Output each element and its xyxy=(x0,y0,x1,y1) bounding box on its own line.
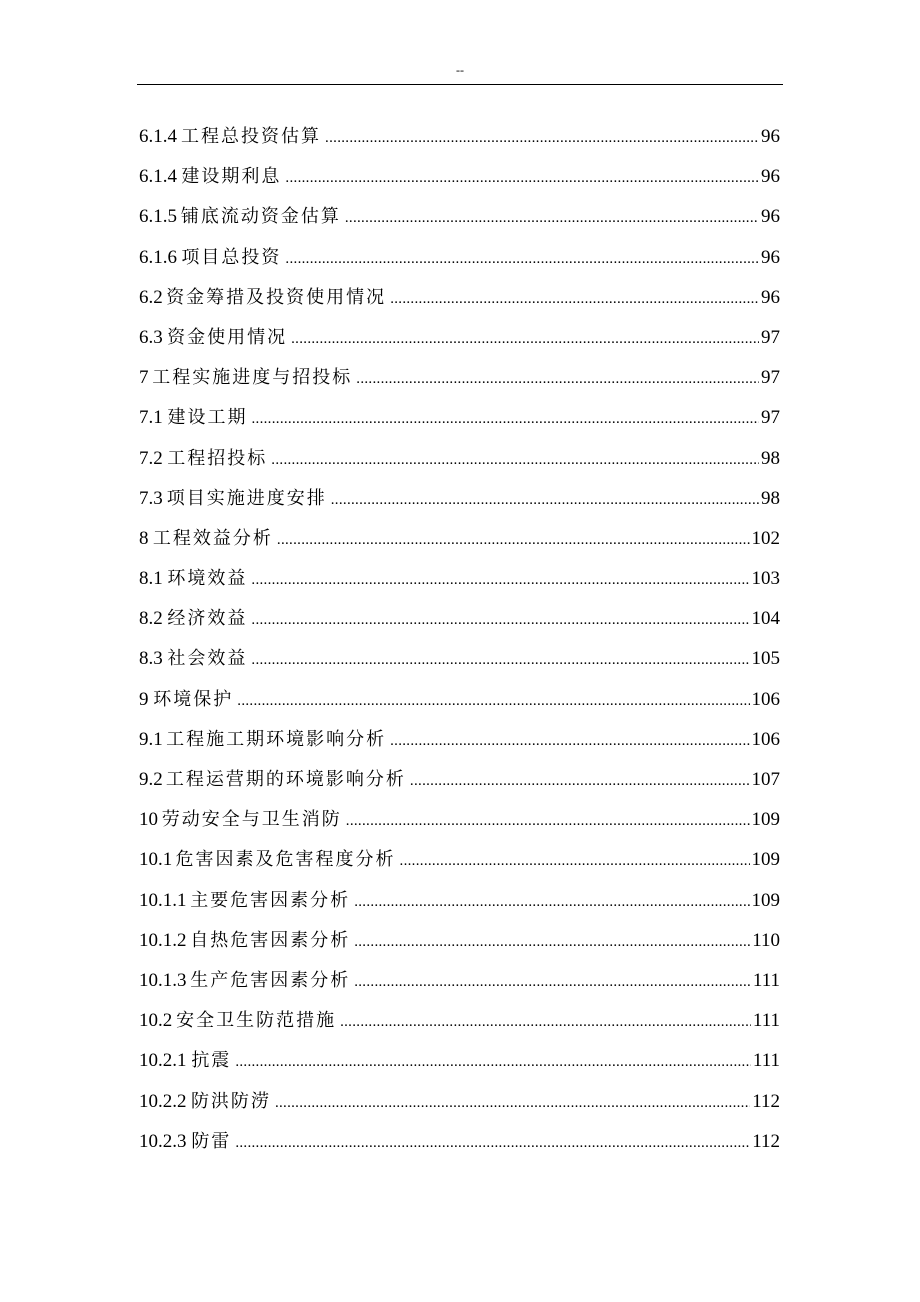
toc-number: 10.1.2 xyxy=(139,929,187,951)
toc-number: 9 xyxy=(139,688,149,710)
toc-leader-dots xyxy=(390,279,759,319)
toc-number: 10.1.1 xyxy=(139,889,187,911)
toc-page-number: 96 xyxy=(761,206,780,228)
toc-number: 6.1.6 xyxy=(139,246,177,268)
toc-leader-dots xyxy=(354,962,751,1002)
toc-number: 9.2 xyxy=(139,769,163,790)
toc-number: 6.3 xyxy=(139,326,163,348)
toc-title: 主要危害因素分析 xyxy=(190,889,351,911)
header-mark: -- xyxy=(456,63,464,77)
toc-leader-dots xyxy=(354,922,750,962)
toc-entry[interactable] xyxy=(139,157,780,197)
toc-leader-dots xyxy=(235,1042,751,1082)
toc-leader-dots xyxy=(345,198,759,238)
toc-page-number: 111 xyxy=(752,969,780,991)
toc-page-number: 109 xyxy=(751,809,780,831)
toc-page-number: 106 xyxy=(751,728,780,750)
toc-number: 7.3 xyxy=(139,487,163,509)
toc-leader-dots xyxy=(237,681,749,721)
toc-title: 建设工期 xyxy=(167,407,248,429)
toc-number: 8 xyxy=(139,527,149,549)
toc-title: 经济效益 xyxy=(167,608,248,630)
toc-leader-dots xyxy=(275,1083,750,1123)
toc-page-number: 105 xyxy=(751,648,780,670)
toc-leader-dots xyxy=(277,520,750,560)
toc-number: 10.1.3 xyxy=(139,969,187,991)
toc-page-number: 97 xyxy=(761,367,780,389)
toc-page-number: 96 xyxy=(761,246,780,268)
toc-title: 工程招投标 xyxy=(167,447,268,469)
toc-number: 7 xyxy=(139,367,149,389)
toc-page-number: 111 xyxy=(752,1010,780,1032)
toc-entry[interactable] xyxy=(139,1041,780,1081)
toc-title: 抗震 xyxy=(191,1050,232,1072)
toc-page-number: 96 xyxy=(761,126,780,147)
toc-title: 生产危害因素分析 xyxy=(190,969,351,991)
toc-page-number: 103 xyxy=(751,568,780,590)
toc-page-number: 102 xyxy=(751,527,780,549)
toc-title: 自热危害因素分析 xyxy=(190,929,351,951)
toc-number: 7.2 xyxy=(139,447,163,469)
toc-entry[interactable] xyxy=(139,117,780,157)
toc-number: 8.3 xyxy=(139,648,163,670)
page-header xyxy=(137,62,783,85)
toc-entry[interactable] xyxy=(139,639,780,679)
toc-leader-dots xyxy=(346,801,750,841)
toc-page-number: 112 xyxy=(752,1130,780,1152)
toc-number: 9.1 xyxy=(139,728,163,750)
toc-leader-dots xyxy=(291,319,759,359)
toc-leader-dots xyxy=(331,480,759,520)
toc-page-number: 107 xyxy=(751,769,780,790)
toc-entry[interactable] xyxy=(139,921,780,961)
toc-entry[interactable] xyxy=(139,1082,780,1122)
toc-leader-dots xyxy=(356,359,759,399)
toc-title: 劳动安全与卫生消防 xyxy=(161,809,342,831)
toc-leader-dots xyxy=(251,560,749,600)
toc-number: 6.1.4 xyxy=(139,166,177,188)
toc-title: 危害因素及危害程度分析 xyxy=(175,849,396,871)
toc-entry[interactable] xyxy=(139,599,780,639)
toc-title: 资金使用情况 xyxy=(167,326,288,348)
toc-leader-dots xyxy=(354,882,749,922)
toc-page-number: 109 xyxy=(751,889,780,911)
toc-entry[interactable] xyxy=(139,1001,780,1041)
toc-title: 防雷 xyxy=(191,1130,232,1152)
toc-leader-dots xyxy=(390,721,749,761)
toc-title: 建设期利息 xyxy=(181,166,282,188)
toc-leader-dots xyxy=(251,600,749,640)
toc-entry[interactable] xyxy=(139,961,780,1001)
toc-title: 工程总投资估算 xyxy=(181,126,322,147)
toc-page-number: 109 xyxy=(751,849,780,871)
toc-entry[interactable] xyxy=(139,881,780,921)
toc-entry[interactable] xyxy=(139,238,780,278)
toc-number: 6.1.4 xyxy=(139,126,177,147)
toc-number: 6.2 xyxy=(139,286,163,308)
toc-title: 项目总投资 xyxy=(181,246,282,268)
toc-title: 项目实施进度安排 xyxy=(166,487,327,509)
toc-page-number: 98 xyxy=(761,447,780,469)
toc-entry[interactable] xyxy=(139,840,780,880)
toc-title: 工程施工期环境影响分析 xyxy=(166,728,387,750)
toc-leader-dots xyxy=(285,158,759,198)
table-of-contents xyxy=(139,117,780,1162)
toc-leader-dots xyxy=(285,239,759,279)
toc-entry[interactable] xyxy=(139,559,780,599)
toc-page-number: 97 xyxy=(761,407,780,429)
toc-leader-dots xyxy=(235,1123,750,1163)
toc-title: 工程运营期的环境影响分析 xyxy=(165,769,406,790)
toc-page-number: 96 xyxy=(761,286,780,308)
toc-entry[interactable] xyxy=(139,318,780,358)
toc-entry[interactable] xyxy=(139,358,780,398)
toc-title: 工程实施进度与招投标 xyxy=(152,367,353,389)
toc-page-number: 96 xyxy=(761,166,780,188)
toc-leader-dots xyxy=(410,761,750,801)
toc-title: 安全卫生防范措施 xyxy=(176,1010,337,1032)
toc-number: 10.1 xyxy=(139,849,173,871)
toc-title: 环境保护 xyxy=(153,688,234,710)
toc-title: 环境效益 xyxy=(167,568,248,590)
toc-number: 10.2.3 xyxy=(139,1130,187,1152)
toc-leader-dots xyxy=(251,640,749,680)
toc-leader-dots xyxy=(340,1002,751,1042)
toc-page-number: 97 xyxy=(761,326,780,348)
toc-number: 8.2 xyxy=(139,608,163,630)
toc-title: 社会效益 xyxy=(167,648,248,670)
toc-title: 资金筹措及投资使用情况 xyxy=(166,286,387,308)
toc-leader-dots xyxy=(400,841,750,881)
toc-entry[interactable] xyxy=(139,680,780,720)
toc-number: 6.1.5 xyxy=(139,206,177,228)
toc-number: 10.2.1 xyxy=(139,1050,187,1072)
toc-entry[interactable] xyxy=(139,439,780,479)
toc-page-number: 110 xyxy=(752,929,780,951)
toc-title: 防洪防涝 xyxy=(190,1090,271,1112)
toc-entry[interactable] xyxy=(139,479,780,519)
toc-page-number: 111 xyxy=(752,1050,780,1072)
toc-entry[interactable] xyxy=(139,398,780,438)
toc-number: 10.2.2 xyxy=(139,1090,187,1112)
toc-entry[interactable] xyxy=(139,800,780,840)
toc-entry[interactable] xyxy=(139,278,780,318)
toc-page-number: 98 xyxy=(761,487,780,509)
toc-leader-dots xyxy=(271,440,759,480)
toc-entry[interactable] xyxy=(139,1122,780,1162)
toc-number: 7.1 xyxy=(139,407,163,429)
toc-title: 铺底流动资金估算 xyxy=(180,206,341,228)
toc-entry[interactable] xyxy=(139,720,780,760)
toc-leader-dots xyxy=(251,399,759,439)
toc-number: 10.2 xyxy=(139,1010,173,1032)
toc-number: 8.1 xyxy=(139,568,163,590)
toc-page-number: 104 xyxy=(751,608,780,630)
toc-page-number: 106 xyxy=(751,688,780,710)
toc-title: 工程效益分析 xyxy=(152,527,273,549)
toc-entry[interactable] xyxy=(139,197,780,237)
toc-number: 10 xyxy=(139,809,158,831)
toc-entry[interactable] xyxy=(139,760,780,800)
toc-leader-dots xyxy=(325,118,759,158)
toc-page-number: 112 xyxy=(752,1090,780,1112)
toc-entry[interactable] xyxy=(139,519,780,559)
